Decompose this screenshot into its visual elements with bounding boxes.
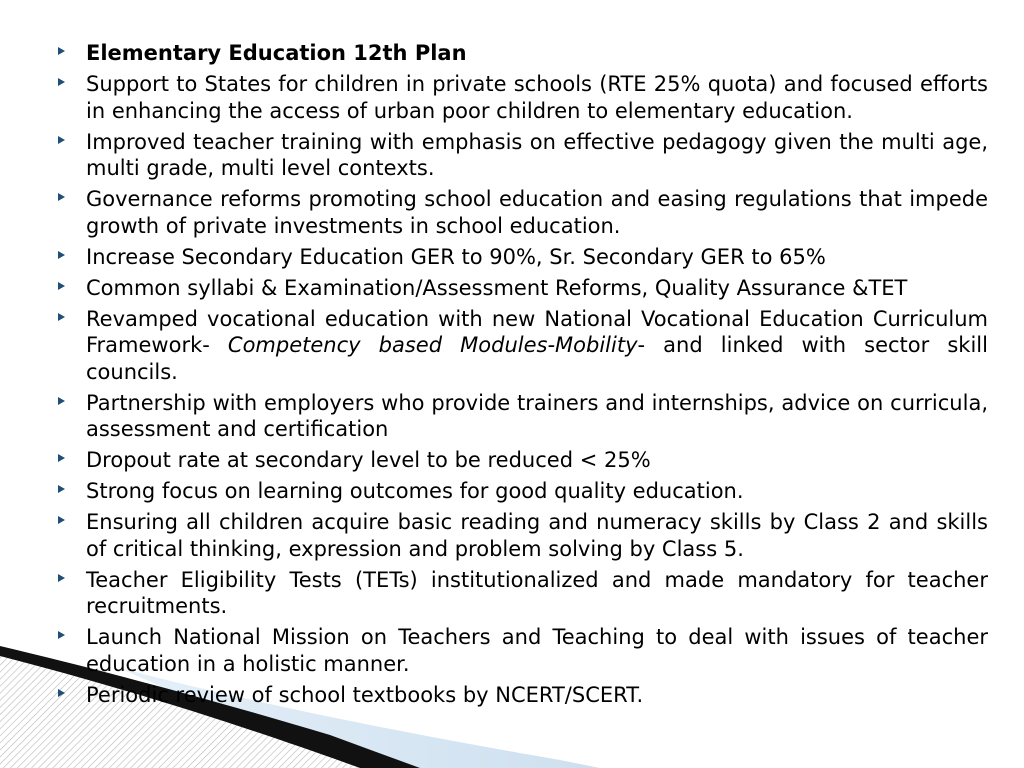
bullet-marker-icon xyxy=(58,47,65,55)
bullet-marker-icon xyxy=(58,454,65,462)
bullet-text: Support to States for children in private schools (RTE 25% quota) and focused efforts in enhancing the access of urban poor children to elementary education. xyxy=(86,72,988,123)
bullet-text: Governance reforms promoting school education and easing regulations that impede growth of private investments in school education. xyxy=(86,187,988,238)
bullet-item xyxy=(58,71,988,124)
bullet-item xyxy=(58,478,988,505)
bullet-item xyxy=(58,306,988,386)
bullet-text: Improved teacher training with emphasis on effective pedagogy given the multi age, multi grade, multi level contexts. xyxy=(86,129,988,180)
bullet-marker-icon xyxy=(58,193,65,201)
bullet-text: Strong focus on learning outcomes for good quality education. xyxy=(86,479,744,503)
bullet-item xyxy=(58,567,988,620)
bullet-marker-icon xyxy=(58,689,65,697)
bullet-text-after: - and linked with sector skill councils. xyxy=(86,333,988,384)
bullet-item xyxy=(58,275,988,302)
bullet-item xyxy=(58,509,988,562)
bullet-marker-icon xyxy=(58,78,65,86)
bullet-text: Dropout rate at secondary level to be reduced < 25% xyxy=(86,448,651,472)
bullet-text: Elementary Education 12th Plan xyxy=(86,41,467,65)
bullet-item xyxy=(58,447,988,474)
bullet-item xyxy=(58,244,988,271)
bullet-item xyxy=(58,186,988,239)
bullet-marker-icon xyxy=(58,631,65,639)
bullet-item xyxy=(58,390,988,443)
bullet-item xyxy=(58,682,988,709)
bullet-text: Periodic review of school textbooks by NCERT/SCERT. xyxy=(86,682,644,707)
bullet-text: Common syllabi & Examination/Assessment Reforms, Quality Assurance &TET xyxy=(86,275,908,300)
bullet-text: Partnership with employers who provide trainers and internships, advice on curricula, assessment and certification xyxy=(86,390,988,441)
bullet-text-italic: Competency based Modules-Mobility xyxy=(227,333,638,357)
bullet-text: Launch National Mission on Teachers and Teaching to deal with issues of teacher education in a holistic manner. xyxy=(86,625,988,676)
bullet-text-before: Revamped vocational education with new National Vocational Education Curriculum Framework- xyxy=(86,306,988,357)
bullet-marker-icon xyxy=(58,313,65,321)
bullet-marker-icon xyxy=(58,574,65,582)
bullet-marker-icon xyxy=(58,251,65,259)
bullet-item xyxy=(58,129,988,182)
bullet-text: Ensuring all children acquire basic reading and numeracy skills by Class 2 and skills of critical thinking, expression and problem solving by Class 5. xyxy=(86,510,988,561)
bullet-marker-icon xyxy=(58,136,65,144)
bullet-heading xyxy=(58,40,988,67)
bullet-item xyxy=(58,624,988,677)
slide-body xyxy=(58,40,988,713)
bullet-list xyxy=(58,40,988,708)
bullet-marker-icon xyxy=(58,516,65,524)
bullet-text: Teacher Eligibility Tests (TETs) institutionalized and made mandatory for teacher recruitments. xyxy=(86,567,988,618)
bullet-text: Increase Secondary Education GER to 90%, Sr. Secondary GER to 65% xyxy=(86,244,826,269)
bullet-marker-icon xyxy=(58,282,65,290)
bullet-marker-icon xyxy=(58,397,65,405)
bullet-marker-icon xyxy=(58,485,65,493)
